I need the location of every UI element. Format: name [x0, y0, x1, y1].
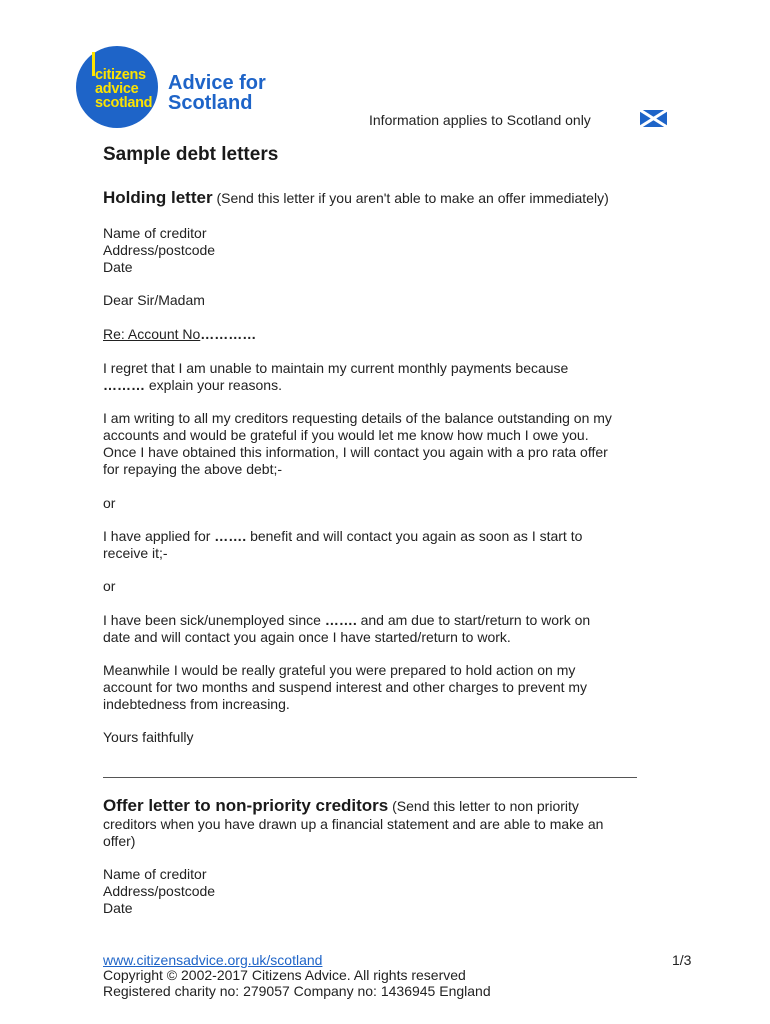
paragraph-4-end: and am due to start/return to work on	[356, 612, 591, 628]
offer-letter-note-line-2: creditors when you have drawn up a financial statement and are able to make an	[103, 816, 604, 832]
closing-yours-faithfully: Yours faithfully	[103, 729, 194, 745]
paragraph-3-dots: …….	[214, 528, 247, 544]
or-separator-1: or	[103, 495, 116, 511]
or-separator-2: or	[103, 578, 116, 594]
page-title: Sample debt letters	[103, 144, 279, 165]
paragraph-4-line-1	[103, 612, 590, 629]
offer-letter-heading-row	[103, 797, 579, 815]
holding-letter-heading: Holding letter	[103, 188, 213, 207]
offer-letter-note-line-3: offer)	[103, 833, 136, 849]
paragraph-3-line-2: receive it;-	[103, 545, 168, 561]
paragraph-1-line-2	[103, 377, 282, 394]
account-reference	[103, 326, 256, 343]
creditor-name: Name of creditor	[103, 225, 207, 241]
section-divider	[103, 777, 637, 778]
account-reference-label: Re: Account No	[103, 326, 201, 342]
page-number: 1/3	[672, 952, 692, 968]
letter-date: Date	[103, 259, 133, 275]
paragraph-5-line-2: account for two months and suspend interest and other charges to prevent my	[103, 679, 588, 695]
paragraph-5-line-1: Meanwhile I would be really grateful you were prepared to hold action on my	[103, 662, 576, 678]
scotland-only-notice: Information applies to Scotland only	[369, 112, 591, 128]
offer-letter-note: (Send this letter to non priority	[392, 798, 579, 814]
holding-letter-heading-row	[103, 189, 609, 207]
account-reference-dots: …………	[200, 326, 257, 342]
paragraph-1-rest: explain your reasons.	[145, 377, 282, 393]
paragraph-1-line-1: I regret that I am unable to maintain my current monthly payments because	[103, 360, 569, 376]
offer-letter-date: Date	[103, 900, 133, 916]
logo-scotland: Scotland	[168, 92, 253, 114]
logo-word-citizens: citizens	[95, 67, 146, 83]
offer-creditor-name: Name of creditor	[103, 866, 207, 882]
holding-letter-note: (Send this letter if you aren't able to make an offer immediately)	[216, 190, 609, 206]
logo-advice-for: Advice for	[168, 72, 266, 94]
creditor-address: Address/postcode	[103, 242, 216, 258]
paragraph-5-line-3: indebtedness from increasing.	[103, 696, 290, 712]
paragraph-4-dots: …….	[324, 612, 357, 628]
footer-charity-info: Registered charity no: 279057 Company no: 1436945 England	[103, 983, 491, 999]
logo-word-advice: advice	[95, 81, 139, 97]
citizens-advice-scotland-logo	[76, 46, 296, 128]
scotland-flag-icon	[640, 110, 667, 127]
paragraph-4-line-2: date and will contact you again once I have started/return to work.	[103, 629, 511, 645]
paragraph-2-line-3: Once I have obtained this information, I will contact you again with a pro rata offer	[103, 444, 608, 460]
salutation: Dear Sir/Madam	[103, 292, 205, 308]
paragraph-3-start: I have applied for	[103, 528, 215, 544]
footer-website-link[interactable]: www.citizensadvice.org.uk/scotland	[103, 952, 323, 968]
offer-letter-heading: Offer letter to non-priority creditors	[103, 796, 389, 815]
offer-creditor-address: Address/postcode	[103, 883, 216, 899]
paragraph-3-line-1	[103, 528, 582, 545]
paragraph-4-start: I have been sick/unemployed since	[103, 612, 325, 628]
paragraph-3-end: benefit and will contact you again as soon as I start to	[246, 528, 583, 544]
footer-copyright: Copyright © 2002-2017 Citizens Advice. All rights reserved	[103, 967, 466, 983]
paragraph-2-line-2: accounts and would be grateful if you would let me know how much I owe you.	[103, 427, 589, 443]
logo-word-scotland: scotland	[95, 95, 153, 111]
paragraph-2-line-1: I am writing to all my creditors requesting details of the balance outstanding on my	[103, 410, 612, 426]
paragraph-1-dots: ………	[103, 377, 145, 393]
paragraph-2-line-4: for repaying the above debt;-	[103, 461, 283, 477]
